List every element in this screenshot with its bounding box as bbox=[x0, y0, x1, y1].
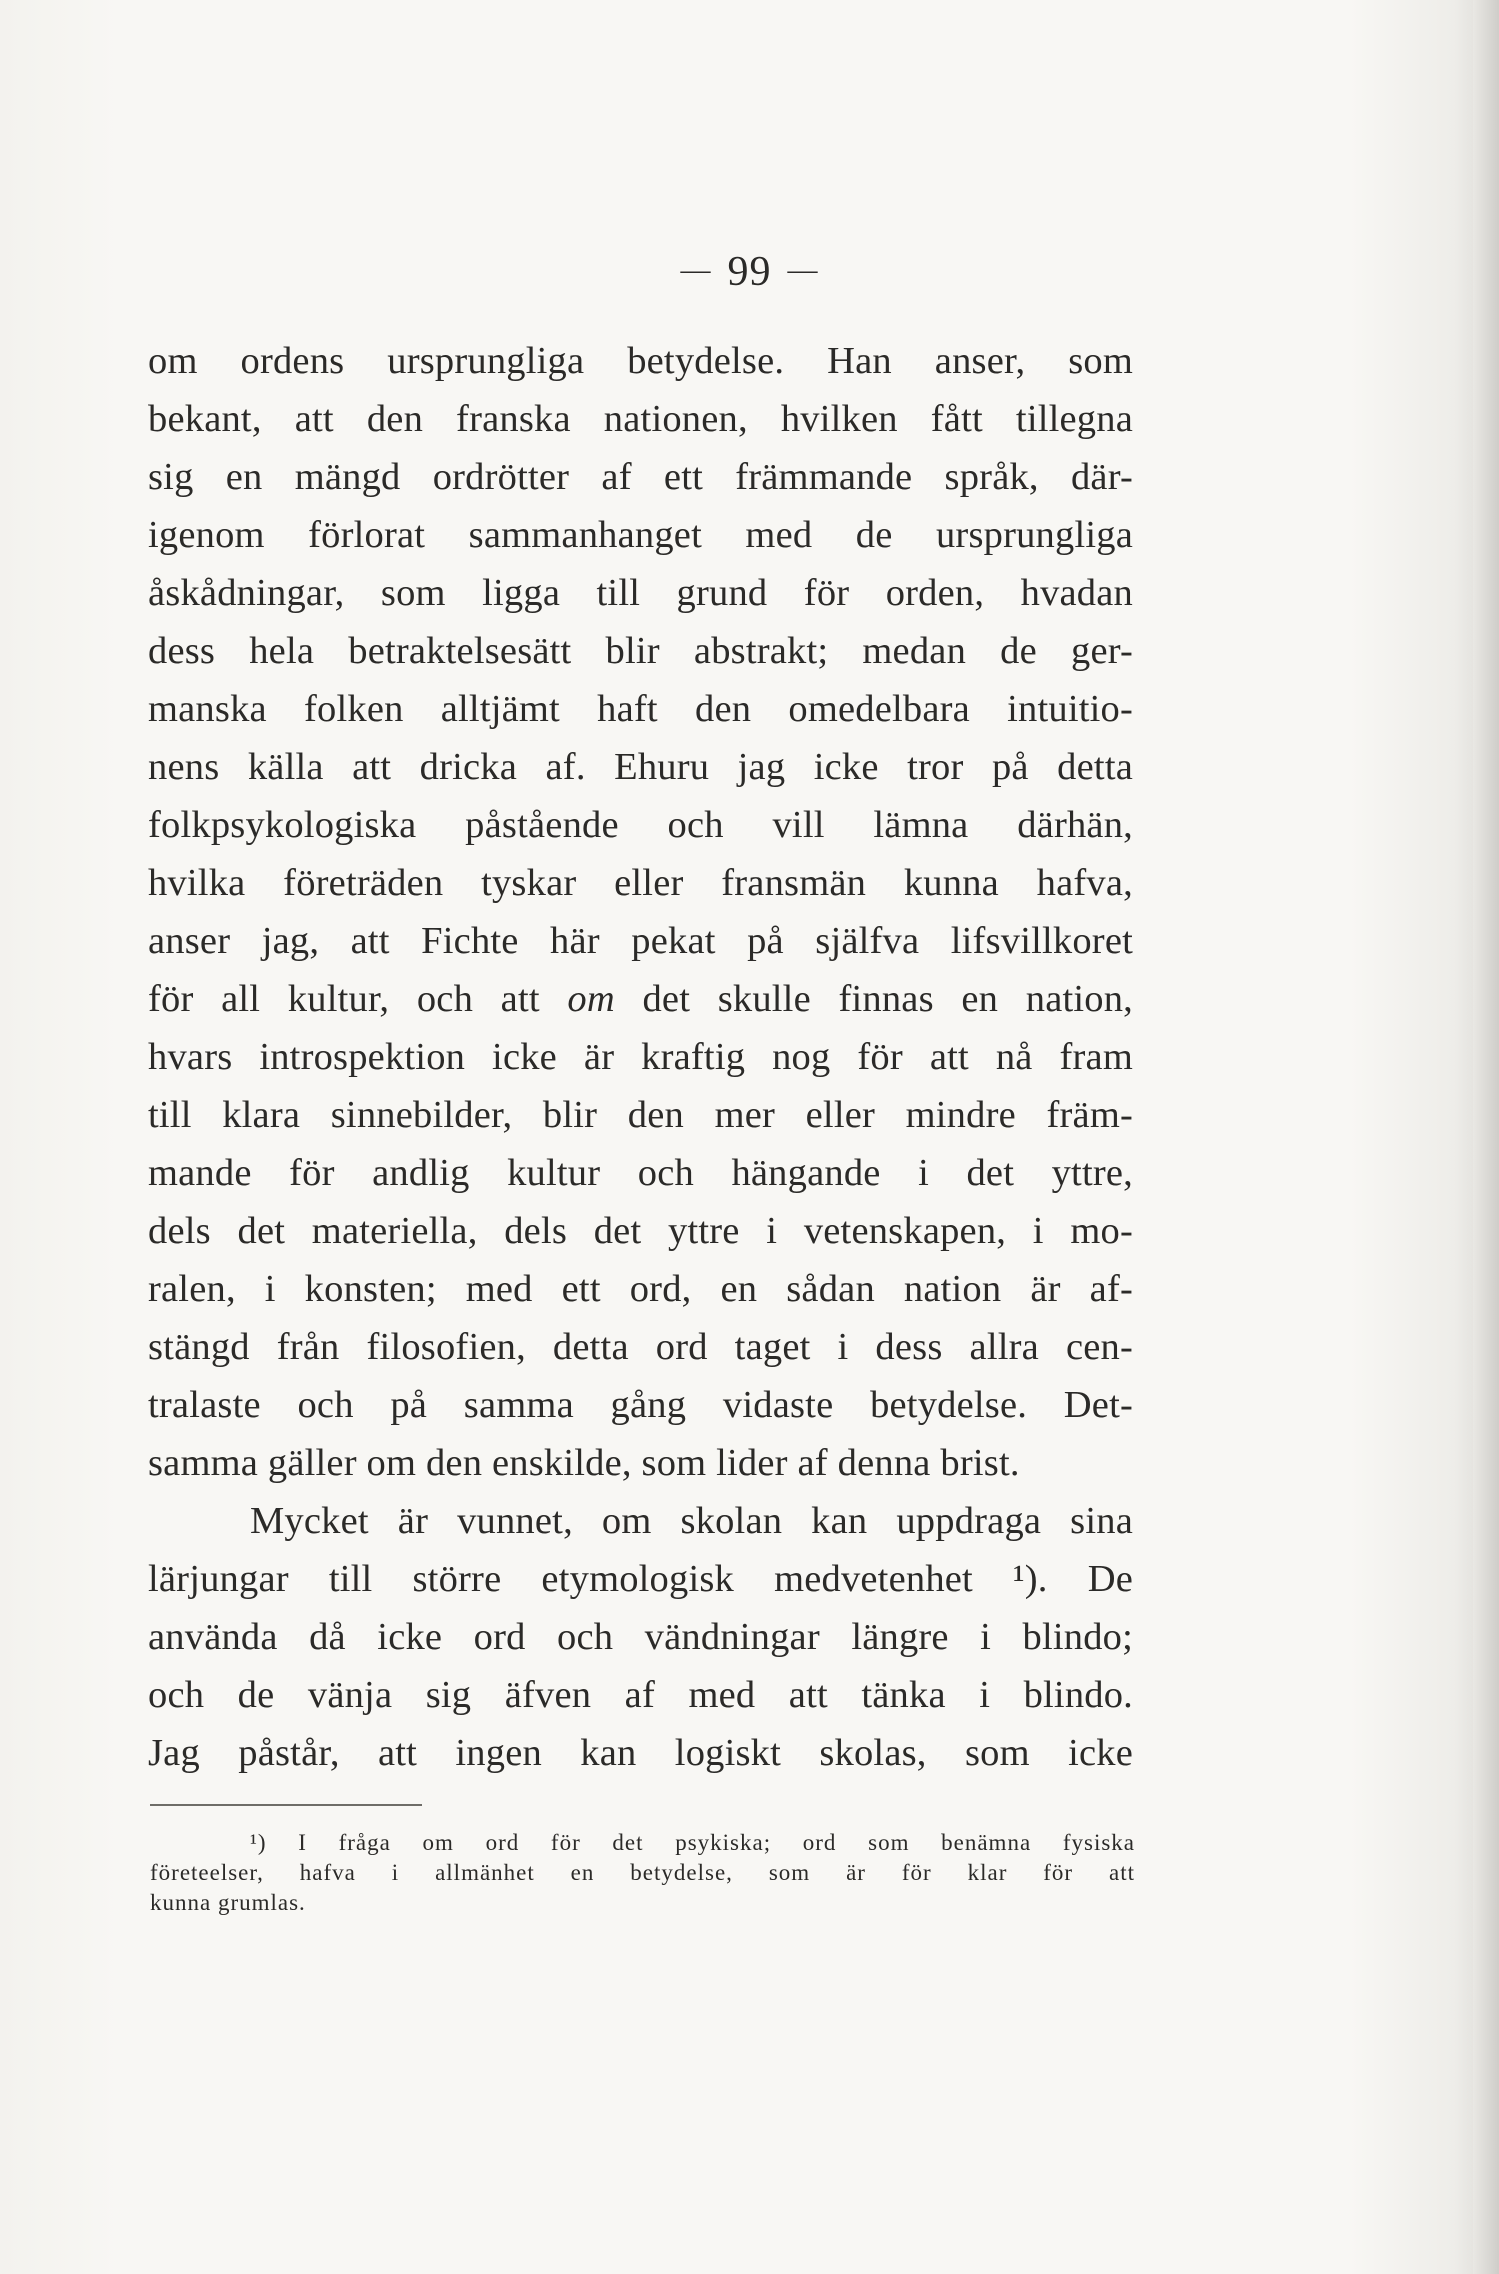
footnote-line: kunna grumlas. bbox=[150, 1890, 306, 1915]
page-number-dash-left: — bbox=[680, 253, 712, 286]
footnote bbox=[150, 1828, 1135, 1918]
page-number-dash-right: — bbox=[787, 253, 819, 286]
text-line: bekant, att den franska nationen, hvilken fått tillegna bbox=[148, 398, 1133, 440]
text-line: nens källa att dricka af. Ehuru jag icke tror på detta bbox=[148, 746, 1133, 788]
text-line: mande för andlig kultur och hängande i det yttre, bbox=[148, 1152, 1133, 1194]
footnote-line bbox=[150, 1828, 1135, 1858]
text-line-with-italic: för all kultur, och att om det skulle finnas en nation, bbox=[148, 978, 1133, 1020]
text-line: stängd från filosofien, detta ord taget i dess allra cen- bbox=[148, 1326, 1133, 1368]
page-edge-shadow bbox=[1473, 0, 1499, 2274]
text-line: dess hela betraktelsesätt blir abstrakt; medan de ger- bbox=[148, 630, 1133, 672]
text-line: hvilka företräden tyskar eller fransmän kunna hafva, bbox=[148, 862, 1133, 904]
page-number-value: 99 bbox=[727, 249, 772, 295]
text-line: hvars introspektion icke är kraftig nog för att nå fram bbox=[148, 1036, 1133, 1078]
text-line: tralaste och på samma gång vidaste betydelse. Det- bbox=[148, 1384, 1133, 1426]
text-line: använda då icke ord och vändningar längre i blindo; bbox=[148, 1616, 1133, 1658]
text-line: åskådningar, som ligga till grund för orden, hvadan bbox=[148, 572, 1133, 614]
text-line: sig en mängd ordrötter af ett främmande språk, där- bbox=[148, 456, 1133, 498]
footnote-marker: ¹) bbox=[250, 1830, 267, 1855]
paragraph-start-line: Mycket är vunnet, om skolan kan uppdraga sina bbox=[250, 1500, 1133, 1542]
text-line: anser jag, att Fichte här pekat på själfva lifsvillkoret bbox=[148, 920, 1133, 962]
text-line: om ordens ursprungliga betydelse. Han anser, som bbox=[148, 340, 1133, 382]
text-line: igenom förlorat sammanhanget med de ursprungliga bbox=[148, 514, 1133, 556]
paragraph-end-line: samma gäller om den enskilde, som lider af denna brist. bbox=[148, 1442, 1020, 1484]
page-number bbox=[0, 248, 1499, 296]
text-line: folkpsykologiska påstående och vill lämna därhän, bbox=[148, 804, 1133, 846]
text-line: till klara sinnebilder, blir den mer eller mindre främ- bbox=[148, 1094, 1133, 1136]
text-line: dels det materiella, dels det yttre i vetenskapen, i mo- bbox=[148, 1210, 1133, 1252]
text-line: och de vänja sig äfven af med att tänka i blindo. bbox=[148, 1674, 1133, 1716]
text-line: ralen, i konsten; med ett ord, en sådan nation är af- bbox=[148, 1268, 1133, 1310]
text-line-with-footnote-ref: lärjungar till större etymologisk medvetenhet ¹). De bbox=[148, 1558, 1133, 1600]
text-line: Jag påstår, att ingen kan logiskt skolas, som icke bbox=[148, 1732, 1133, 1774]
footnote-line: företeelser, hafva i allmänhet en betydelse, som är för klar för att bbox=[150, 1860, 1135, 1885]
footnote-divider bbox=[150, 1804, 422, 1806]
footnote-text: I fråga om ord för det psykiska; ord som benämna fysiska bbox=[298, 1830, 1135, 1855]
body-text bbox=[148, 332, 1133, 1782]
italic-word: om bbox=[567, 978, 615, 1020]
text-line: manska folken alltjämt haft den omedelbara intuitio- bbox=[148, 688, 1133, 730]
